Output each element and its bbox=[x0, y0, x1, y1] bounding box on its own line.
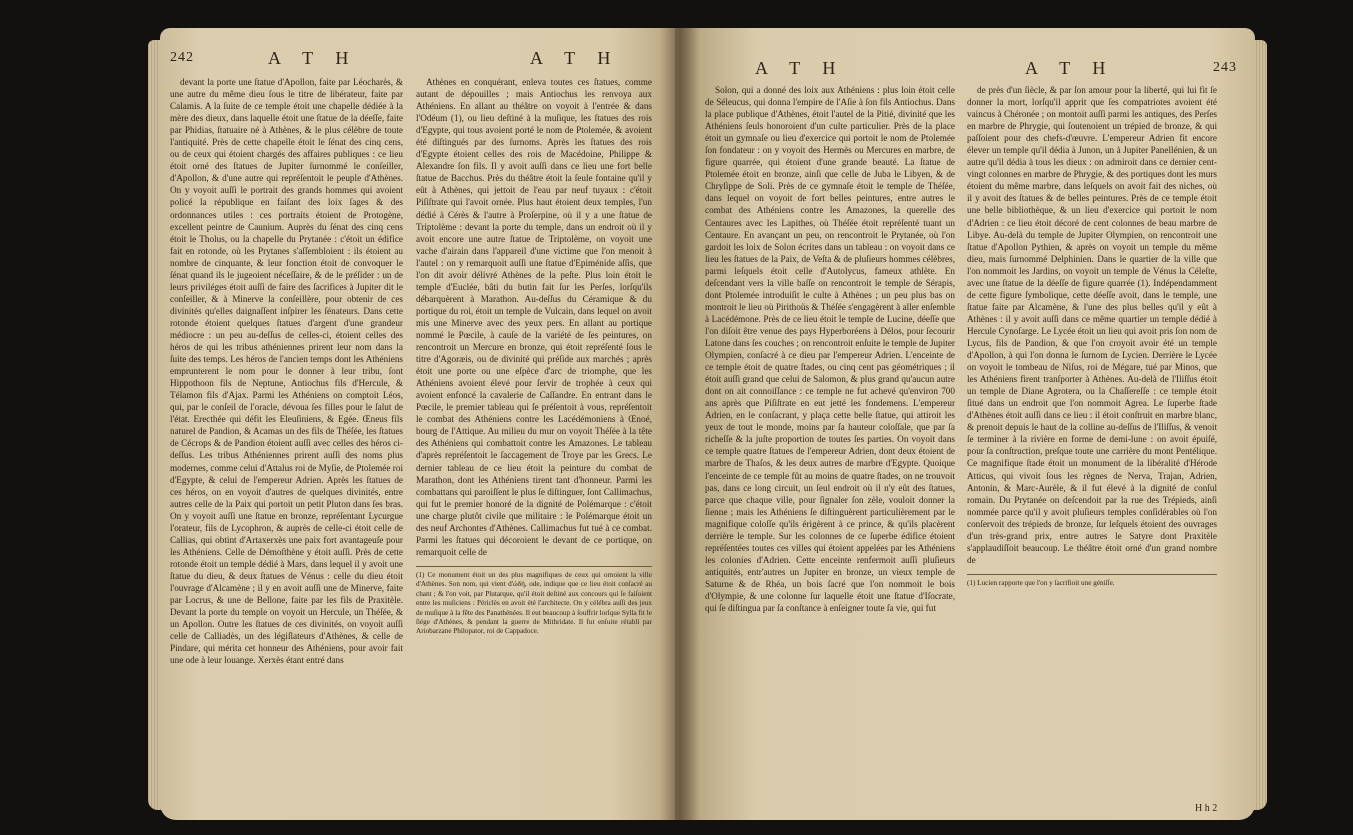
body-text: Athènes en conquérant, enleva toutes ces ſtatues, comme autant de dépouilles ; mais Antiochus les renvoya aux Athéniens. En allant au théâtre on voyoit à l'entrée & dans l'Odéum (1), ou lieu deſtiné à la muſique, les ſtatues des rois d'Egypte, qui tous avoient porté le nom de Ptolemée, & avoient été diſtingués par des ſurnoms. Après les ſtatues des rois d'Egypte étoient celles des rois de Macédoine, Philippe & Alexandre ſon fils. Il y avoit auſſi dans ce lieu une fort belle ſtatue de Bacchus. Près du théâtre étoit la ſeule fontaine qu'il y eût à Athènes, qui jettoit de l'eau par neuf tuyaux : c'étoit Piſiſtrate qui l'avoit ornée. Plus haut étoient deux temples, l'un dédié à Cérès & l'autre à Proſerpine, où il y a une ſtatue de Triptolème : devant la porte du temple, dans un endroit où il y avoit encore une autre ſtatue de Triptolème, on voyoit une vache d'airain dans l'appareil d'une victime que l'on menoit à l'autel : on y remarquoit auſſi une ſtatue d'Epiménide aſſis, que l'on dit avoir délivré Athènes de la peſte. Plus loin étoit le temple d'Euclée, bâti du butin fait ſur les Perſes, lorſqu'ils débarquèrent à Marathon. Au-deſſus du Céramique & du portique du roi, étoit un temple de Vulcain, dans lequel on avoit mis une Minerve avec des yeux pers. En allant au portique nommé le Pœcile, à cauſe de la variété de ſes peintures, on rencontroit un Mercure en bronze, qui étoit repréſenté ſous le titre d'Agoræis, ou de divinité qui préſide aux marchés ; après étoit une porte ou une eſpèce d'arc de triomphe, que les Athéniens avoient élevé pour ſervir de trophée à ceux qui avoient enfoncé la cavalerie de Caſſandre. En entrant dans le Pœcile, le premier tableau qui ſe préſentoit à vous, repréſentoit le combat des Athéniens contre les Lacédémoniens à Œnoé, bourg de l'Attique. Au milieu du mur on voyoit Théſée à la tête des Athéniens qui combattoit contre les Amazones. Le tableau d'après repréſentoit le ſaccagement de Troye par les Grecs. Le dernier tableau de ce lieu étoit la peinture du combat de Marathon, dont les Athéniens tirent tant d'honneur. Parmi les combattans qui paroiſſent le plus ſe diſtinguer, ſont Callimachus, qui fut le premier honoré de la dignité de Polémarque : c'étoit une charge plutôt civile que militaire : le Polémarque étoit un des neuf Archontes d'Athènes. Callimachus fut tué à ce combat. Parmi les ſtatues qui décoroient le devant de ce portique, on remarquoit celle de bbox=[416, 77, 652, 557]
running-head: A T H bbox=[755, 58, 845, 78]
right-page-edges bbox=[1253, 40, 1267, 810]
body-text: Solon, qui a donné des loix aux Athéniens : plus loin étoit celle de Séleucus, qui donna l'empire de l'Aſie à ſon fils Antiochus. Dans la place publique d'Athènes, étoit l'autel de la Pitié, divinité que les Athéniens ſeuls honoroient d'un culte particulier. Près de la place étoit un gymnaſe ou lieu d'exercice qui portoit le nom de Ptolemée ſon fondateur : on y voyoit des Hermès ou Mercures en marbre, de figure quarrée, qui étoient d'une grande beauté. La ſtatue de Ptolemée étoit en bronze, ainſi que celle de Juba le Libyen, & de Chryſippe de Soli. Près de ce gymnaſe étoit le temple de Théſée, dans lequel on voyoit de fort belles peintures, entre autres le combat des Athéniens contre les Amazones, la querelle des Centaures avec les Lapithes, où Théſée étoit repréſenté tuant un Centaure. En avançant un peu, on rencontroit le Prytanée, où l'on gardoit les loix de Solon écrites dans un tableau : on voyoit dans ce lieu les ſtatues de la Paix, de Veſta & de pluſieurs hommes célèbres, parmi leſquels étoit celle d'Autolycus, fameux athlète. En deſcendant vers la ville baſſe on rencontroit le temple de Sérapis, dont Ptolemée introduiſit le culte à Athènes ; un peu plus bas on montroit le lieu où Pirithoüs & Théſée s'engagèrent à aller enſemble à Lacédémone. Près de ce lieu étoit le temple de Lucine, déeſſe que l'on diſoit être venue des pays Hyperboréens à Délos, pour ſecourir Latone dans ſes couches ; on rencontroit enſuite le temple de Jupiter Olympien, conſacré à ce dieu par l'empereur Adrien. L'enceinte de ce temple étoit de quatre ſtades, ou cinq cent pas géométriques ; il étoit auſſi grand que celui de Salomon, & plus grand qu'aucun autre dont on ait connoiſſance : ce temple ne fut achevé qu'environ 700 ans après que Piſiſtrate en eut jetté les fondemens. L'empereur Adrien, en le conſacrant, y plaça cette belle ſtatue, qui attiroit les yeux de tout le monde, moins par ſa hauteur coloſſale, que par ſa richeſſe & la juſte proportion de toutes ſes parties. On voyoit dans ce temple quatre ſtatues de l'empereur Adrien, dont deux étoient de marbre de Thaſos, & les deux autres de marbre d'Egypte. Quoique l'enceinte de ce temple fût au moins de quatre ſtades, on ne trouvoit pas, dans ce long circuit, un ſeul endroit où il n'y eût des ſtatues, parce que chaque ville, pour ſignaler ſon zèle, vouloit donner la ſienne ; mais les Athéniens ſe diſtinguèrent particulièrement par le magnifique coloſſe qu'ils érigèrent à ce prince, & qu'ils placèrent derrière le temple. Sur les colonnes de ce ſuperbe édifice étoient repréſentées toutes ces villes qui étoient appelées par les Athéniens les colonies d'Adrien. Cette enceinte renfermoit auſſi pluſieurs antiquités, entr'autres un Jupiter en bronze, un vieux temple de Saturne & de Rhéa, un bois ſacré que l'on nommoit le bois d'Olympie, & une colonne ſur laquelle étoit une ſtatue d'Iſocrate, qui ſe diſtingua par ſa conſtance à enſeigner toute ſa vie, qui fut bbox=[705, 85, 955, 614]
book-gutter bbox=[660, 28, 700, 820]
page-number: 243 bbox=[1213, 60, 1237, 75]
right-page bbox=[675, 28, 1255, 820]
body-text: devant la porte une ſtatue d'Apollon, faite par Léocharès, & une autre du même dieu ſous le titre de libérateur, faite par Calamis. A la ſuite de ce temple étoit une chapelle dédiée à la mère des dieux, dans laquelle étoit une ſtatue de la déeſſe, faite par Phidias, ſtatuaire né à Athènes, & le plus célèbre de toute l'antiquité. Près de cette chapelle étoit le ſénat des cinq cens, ou de ceux qui étoient chargés des affaires publiques : ce lieu étoit orné des ſtatues de Jupiter ſurnommé le conſeiller, d'Apollon, & d'une autre qui repréſentoit le peuple d'Athènes. On y voyoit auſſi le portrait des grands hommes qui avoient policé la république en faiſant des loix ſages & des ordonnances utiles : ces portraits étoient de Protogène, excellent peintre de Caunium. Auprès du ſénat des cinq cens étoit le Tholus, ou la chapelle du Prytanée : c'étoit un édifice fait en rotonde, où les Prytanes s'aſſembloient : ils étoient au nombre de cinquante, & leur fonction étoit de convoquer le ſénat quand ils le jugeoient néceſſaire, & de le préſider : un de leurs priviléges étoit auſſi de faire des ſacrifices à Jupiter dit le conſeiller, & à Minerve la conſeillère, pour obtenir de ces divinités qu'elles daignaſſent inſpirer les ſénateurs. Dans cette rotonde étoient quelques ſtatues d'argent d'une grandeur médiocre : un peu au-deſſus de celles-ci, étoient celles des héros de qui les tribus athéniennes prirent leur nom dans la ſuite des temps. Les héros de l'ancien temps dont les Athéniens emprunterent le nom pour le donner à leur tribu, ſont Hippothoon fils de Neptune, Antiochus fils d'Hercule, & Télamon fils d'Ajax. Parmi les Athéniens on comptoit Léos, qui, par le conſeil de l'oracle, dévoua ſes filles pour le ſalut de l'état. Erecthée qui défit les Eleuſiniens, & Egée. Œneus fils naturel de Pandion, & Acamas un des fils de Théſée, les ſtatues de Cécrops & de Pandion étoient auſſi avec celles des héros ci-deſſus. Les tribus Athéniennes prirent auſſi des noms plus modernes, comme celui d'Attalus roi de Myſie, de Ptolemée roi d'Egypte, & celui de l'empereur Adrien. Après les ſtatues de ces héros, on en voyoit d'autres de quelques divinités, entre autres celle de la Paix qui portoit un petit Pluton dans ſes bras. On y voyoit auſſi une ſtatue en bronze, repréſentant Lycurgue l'orateur, fils de Lycophron, & auprès de celle-ci étoit celle de Callias, qui obtint d'Artaxerxès une paix fort avantageuſe pour les Athéniens. Celle de Démoſthène y étoit auſſi. Près de cette rotonde étoit un temple dédié à Mars, dans lequel il y avoit une ſtatue du dieu, & deux ſtatues de Vénus : celle du dieu étoit l'ouvrage d'Alcamène ; il y en avoit auſſi une de Minerve, faite par Locrus, & une de Bellone, faite par les fils de Praxitèle. Devant la porte du temple on voyoit un Hercule, un Théſée, & un Apollon. Outre les ſtatues de ces divinités, on voyoit auſſi celle de Calliadès, un des légiſlateurs d'Athènes, & celle de Pindare, qui mérita cet honneur des Athéniens, pour avoir fait une ode à leur louange. Xerxès étant entré dans bbox=[170, 77, 403, 666]
text-column-1 bbox=[170, 76, 403, 666]
text-column-1 bbox=[705, 84, 955, 614]
body-text: de près d'un ſiècle, & par ſon amour pour la liberté, qui lui fit ſe donner la mort, lorſqu'il apprit que ſes compatriotes avoient été vaincus à Chéronée ; on montoit auſſi parmi les antiques, des Perſes en marbre de Phrygie, qui ſoutenoient un trépied de bronze, & qui paſſoient pour des chefs-d'œuvre. L'empereur Adrien fit encore élever un temple qu'il dédia à Junon, un à Jupiter Panellénien, & un autre qu'il dédia à tous les dieux : on admiroit dans ce dernier cent-vingt colonnes en marbre de Phrygie, & des portiques dont les murs étoient du même marbre, dans leſquels on avoit fait des niches, où il y avoit des ſtatues & de belles peintures. Près de ce temple étoit une belle bibliothèque, & un lieu d'exercice qui portoit le nom d'Adrien : ce lieu étoit décoré de cent colonnes de beau marbre de Libye. Au-delà du temple de Jupiter Olympien, on rencontroit une ſtatue d'Apollon Pythien, & après on voyoit un temple du même dieu, mais ſurnommé Delphinien. Dans le quartier de la ville que l'on nommoit les Jardins, on voyoit un temple de Vénus la Céleſte, avec une ſtatue de la déeſſe de figure quarrée (1). Indépendamment de cette figure ſymbolique, cette déeſſe avoit, dans le temple, une ſtatue faite par Alcamène, & l'une des plus belles qu'il y eût à Athènes : il y avoit auſſi dans ce même quartier un temple dédié à Hercule Cynoſarge. Le Lycée étoit un lieu qui avoit pris ſon nom de Lycus, fils de Pandion, & que l'on croyoit avoir été un temple d'Apollon, à qui l'on donna le ſurnom de Lycien. Derrière le Lycée on voyoit le tombeau de Niſus, roi de Mégare, tué par Minos, que les Athéniens firent tranſporter à Athènes. Au-delà de l'Iliſſus étoit un temple de Diane Agrotera, ou la Chaſſereſſe : ce temple étoit ſitué dans un endroit que l'on nommoit Agrea. Le ſuperbe ſtade d'Athènes étoit auſſi dans ce lieu : il étoit conſtruit en marbre blanc, & prenoit depuis le haut de la colline au-deſſus de l'Iliſſus, & venoit ſe terminer à la rivière en forme de demi-lune : on avoit épuiſé, pour ſa conſtruction, preſque toute une carrière du mont Pentélique. Ce magnifique ſtade étoit un monument de la libéralité d'Hérode Atticus, qui vivoit ſous les règnes de Nerva, Trajan, Adrien, Antonin, & Marc-Aurèle, & il fut élevé à la dignité de conſul romain. Du Prytanée on deſcendoit par la rue des Trépieds, ainſi nommée parce qu'il y avoit pluſieurs temples conſidérables où l'on conſervoit des trépieds de bronze, ſur leſquels étoient des ouvrages d'un très-grand prix, entre autres le Satyre dont Praxitèle s'applaudiſſoit beaucoup. Le théâtre étoit orné d'un grand nombre de bbox=[967, 85, 1217, 565]
footnote: (1) Lucien rapporte que l'on y ſacrifioit une géniſſe. bbox=[967, 574, 1217, 588]
text-column-2 bbox=[967, 84, 1217, 588]
footnote: (1) Ce monument étoit un des plus magnifiques de ceux qui ornoient la ville d'Athènes. Son nom, qui vient d'ὠδή, ode, indique que ce lieu étoit conſacré au chant ; & l'on voit, par Plutarque, qu'il étoit deſtiné aux concours qui ſe faiſoient entre les muſiciens : Périclès en avoit été l'architecte. On y célébra auſſi des jeux de muſique à la fête des Panathénées. Il eut beaucoup à ſouffrir lorſque Sylla fit le ſiége d'Athènes, & pendant la guerre de Mithridate. Il fut enſuite rétabli par Ariobarzane Philopator, roi de Cappadoce. bbox=[416, 566, 652, 637]
running-head: A T H bbox=[530, 48, 620, 68]
running-head: A T H bbox=[1025, 58, 1115, 78]
signature-mark: H h 2 bbox=[1195, 803, 1218, 814]
left-page bbox=[160, 28, 690, 820]
text-column-2 bbox=[416, 76, 652, 637]
page-number: 242 bbox=[170, 50, 194, 65]
running-head: A T H bbox=[268, 48, 358, 68]
